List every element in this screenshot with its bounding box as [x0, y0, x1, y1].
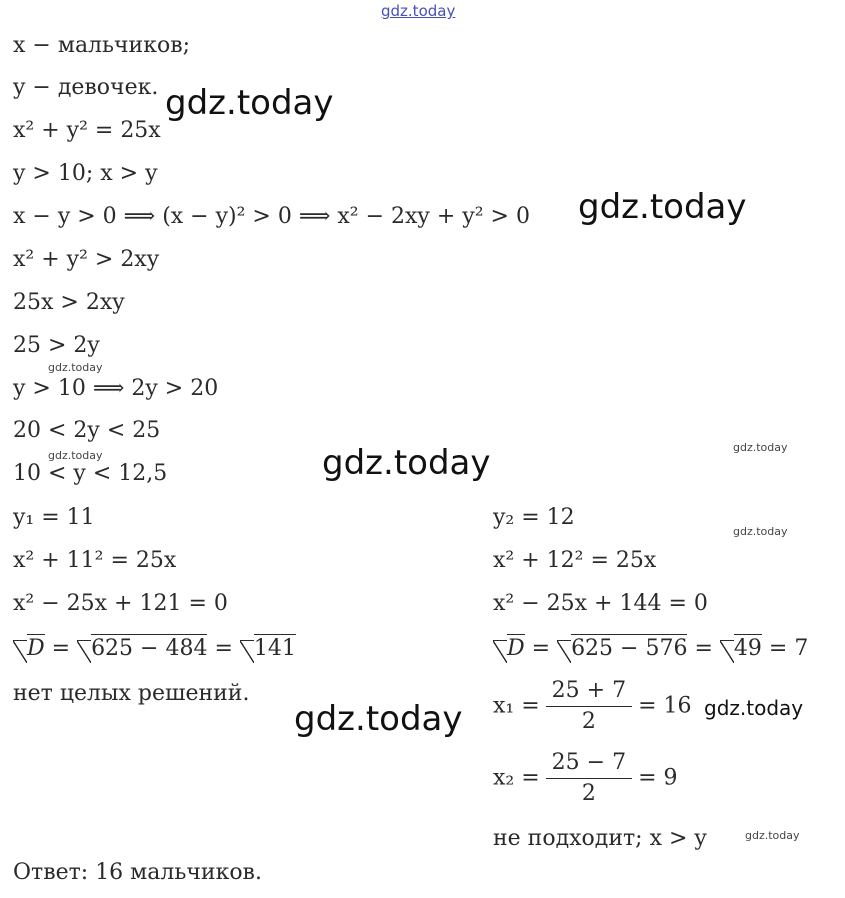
watermark-small: gdz.today	[733, 525, 788, 538]
line-x1: x₁ = $\frac{25 + 7}{2}$ = 16	[493, 678, 692, 734]
line-conditions: y > 10; x > y	[13, 161, 158, 186]
line-not-suitable: не подходит; x > y	[493, 826, 707, 851]
watermark-large: gdz.today	[165, 83, 334, 123]
line-10-y-12-5: 10 < y < 12,5	[13, 461, 168, 486]
line-sum-squares: x² + y² > 2xy	[13, 247, 160, 272]
watermark-small: gdz.today	[733, 441, 788, 454]
line-x2: x₂ = $\frac{25 - 7}{2}$ = 9	[493, 750, 678, 806]
line-25x: 25x > 2xy	[13, 290, 125, 315]
sqrt-sign-icon: 625 − 576	[557, 636, 687, 661]
fraction-x2: $\frac{25 - 7}{2}$	[546, 750, 632, 807]
line-equation: x² + y² = 25x	[13, 118, 161, 143]
line-20-2y-25: 20 < 2y < 25	[13, 418, 161, 443]
line-boys: x − мальчиков;	[13, 33, 191, 58]
line-y2: y₂ = 12	[493, 505, 575, 530]
line-discriminant-right: D = 625 − 576 = 49 = 7	[493, 636, 808, 662]
watermark-large: gdz.today	[294, 699, 463, 739]
fraction-x1: $\frac{25 + 7}{2}$	[546, 678, 632, 735]
line-discriminant-left: D = 625 − 484 = 141	[13, 636, 296, 662]
line-y-gt-10: y > 10 ⟹ 2y > 20	[13, 376, 219, 401]
line-quadratic-144: x² − 25x + 144 = 0	[493, 591, 708, 616]
line-x2-12: x² + 12² = 25x	[493, 548, 657, 573]
watermark-small: gdz.today	[48, 361, 103, 374]
watermark-large: gdz.today	[578, 187, 747, 227]
line-y1: y₁ = 11	[13, 505, 95, 530]
watermark-small: gdz.today	[48, 449, 103, 462]
line-inequality-chain: x − y > 0 ⟹ (x − y)² > 0 ⟹ x² − 2xy + y² > 0	[13, 204, 530, 229]
line-25-gt-2y: 25 > 2y	[13, 333, 100, 358]
watermark-top: gdz.today	[381, 2, 456, 20]
watermark-medium: gdz.today	[704, 696, 804, 720]
sqrt-sign-icon: D	[13, 636, 45, 661]
sqrt-sign-icon: D	[493, 636, 525, 661]
sqrt-sign-icon: 141	[240, 636, 296, 661]
sqrt-sign-icon: 625 − 484	[77, 636, 207, 661]
line-girls: y − девочек.	[13, 75, 159, 100]
line-quadratic-121: x² − 25x + 121 = 0	[13, 591, 228, 616]
line-no-integer-solutions: нет целых решений.	[13, 681, 250, 706]
sqrt-sign-icon: 49	[720, 636, 762, 661]
watermark-small: gdz.today	[745, 829, 800, 842]
line-x2-11: x² + 11² = 25x	[13, 548, 177, 573]
answer-line: Ответ: 16 мальчиков.	[13, 860, 262, 885]
watermark-large: gdz.today	[322, 443, 491, 483]
